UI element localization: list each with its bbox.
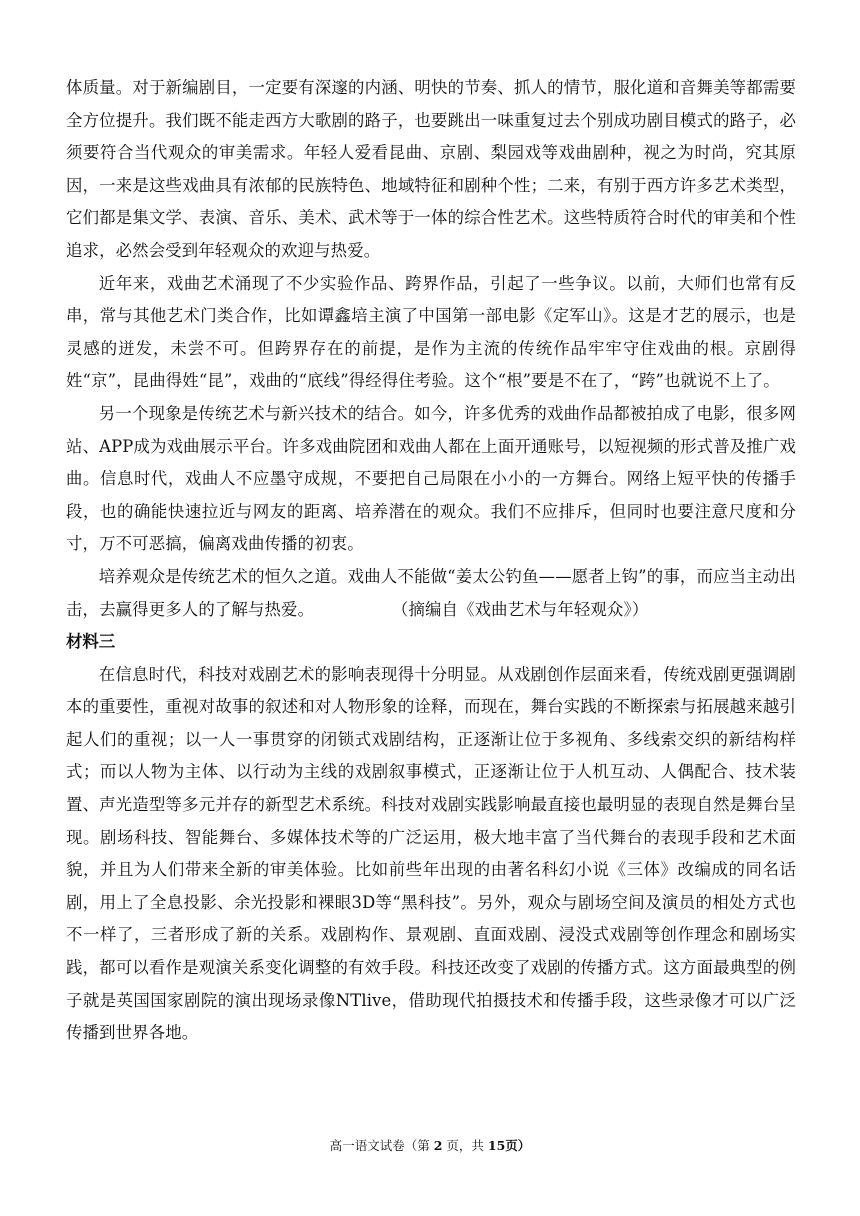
footer-prefix: 高一语文试卷（第 xyxy=(329,1138,430,1153)
page-footer xyxy=(0,1136,860,1154)
source-note: （摘编自《戏曲艺术与年轻观众》） xyxy=(400,599,649,619)
material-three-heading: 材料三 xyxy=(66,632,116,652)
paragraph-material-three: 在信息时代，科技对戏剧艺术的影响表现得十分明显。从戏剧创作层面来看，传统戏剧更强调剧本的重要性，重视对故事的叙述和对人物形象的诠释，而现在，舞台实践的不断探索与拓展越来越引起人们的重视；以一人一事贯穿的闭锁式戏剧结构，正逐渐让位于多视角、多线索交织的新结构样式；而以人物为主体、以行动为主线的戏剧叙事模式，正逐渐让位于人机互动、人偶配合、技术装置、声光造型等多元并存的新型艺术系统。科技对戏剧实践影响最直接也最明显的表现自然是舞台呈现。剧场科技、智能舞台、多媒体技术等的广泛运用，极大地丰富了当代舞台的表现手段和艺术面貌，并且为人们带来全新的审美体验。比如前些年出现的由著名科幻小说《三体》改编成的同名话剧，用上了全息投影、余光投影和裸眼3D等“黑科技”。另外，观众与剧场空间及演员的相处方式也不一样了，三者形成了新的关系。戏剧构作、景观剧、直面戏剧、浸没式戏剧等创作理念和剧场实践，都可以看作是观演关系变化调整的有效手段。科技还改变了戏剧的传播方式。这方面最典型的例子就是英国国家剧院的演出现场录像NTlive，借助现代拍摄技术和传播手段，这些录像才可以广泛传播到世界各地。 xyxy=(66,664,796,1043)
paragraph-crossover: 近年来，戏曲艺术涌现了不少实验作品、跨界作品，引起了一些争议。以前，大师们也常有反串，常与其他艺术门类合作，比如谭鑫培主演了中国第一部电影《定军山》。这是才艺的展示，也是灵感的迸发，未尝不可。但跨界存在的前提，是作为主流的传统作品牢牢守住戏曲的根。京剧得姓“京”，昆曲得姓“昆”，戏曲的“底线”得经得住考验。这个“根”要是不在了，“跨”也就说不上了。 xyxy=(66,273,796,391)
paragraph-audience xyxy=(66,561,796,626)
footer-page-number: 2 xyxy=(433,1138,443,1153)
paragraph-technology: 另一个现象是传统艺术与新兴技术的结合。如今，许多优秀的戏曲作品都被拍成了电影，很多网站、APP成为戏曲展示平台。许多戏曲院团和戏曲人都在上面开通账号，以短视频的形式普及推广戏曲。信息时代，戏曲人不应墨守成规，不要把自己局限在小小的一方舞台。网络上短平快的传播手段，也的确能快速拉近与网友的距离、培养潜在的观众。我们不应排斥，但同时也要注意尺度和分寸，万不可恶搞，偏离戏曲传播的初衷。 xyxy=(66,403,796,554)
footer-total-pages: 15页） xyxy=(487,1138,531,1153)
footer-middle: 页，共 xyxy=(446,1138,484,1153)
paragraph-continued: 体质量。对于新编剧目，一定要有深邃的内涵、明快的节奏、抓人的情节，服化道和音舞美等都需要全方位提升。我们既不能走西方大歌剧的路子，也要跳出一味重复过去个别成功剧目模式的路子，必须要符合当代观众的审美需求。年轻人爱看昆曲、京剧、梨园戏等戏曲剧种，视之为时尚，究其原因，一来是这些戏曲具有浓郁的民族特色、地域特征和剧种个性；二来，有别于西方许多艺术类型，它们都是集文学、表演、音乐、美术、武术等于一体的综合性艺术。这些特质符合时代的审美和个性追求，必然会受到年轻观众的欢迎与热爱。 xyxy=(66,78,796,260)
paragraph-audience-text: 培养观众是传统艺术的恒久之道。戏曲人不能做“姜太公钓鱼——愿者上钩”的事，而应当主动出击，去赢得更多人的了解与热爱。 xyxy=(66,566,796,619)
